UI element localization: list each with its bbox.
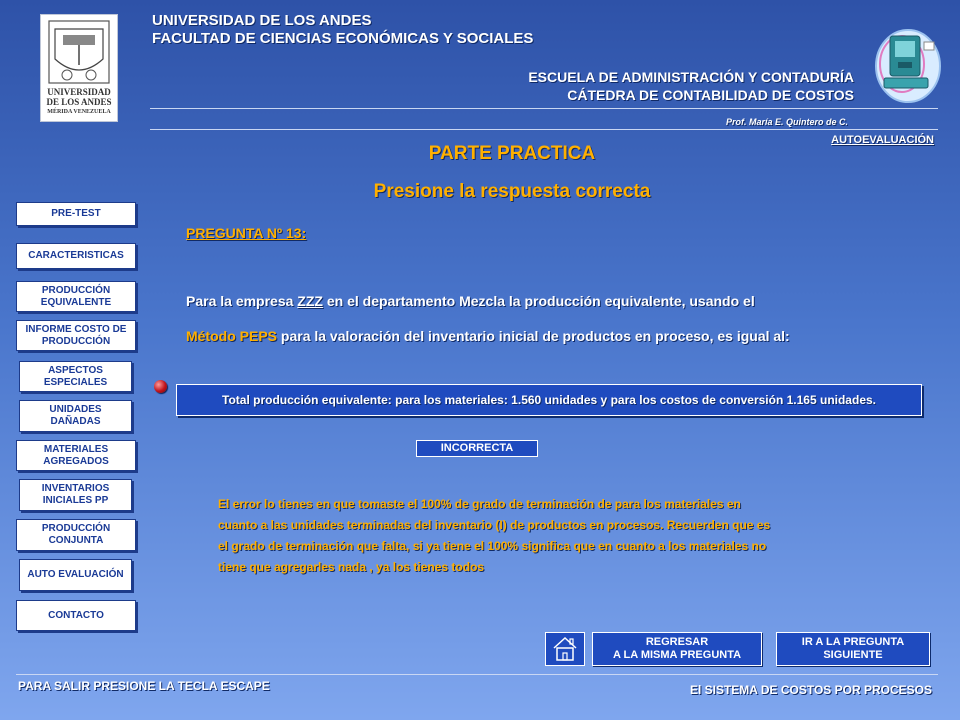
sidebar-item-unidades-danadas[interactable] — [19, 400, 132, 432]
faculty-name: FACULTAD DE CIENCIAS ECONÓMICAS Y SOCIALES — [152, 30, 534, 47]
page-title: PARTE PRACTICA — [428, 143, 596, 164]
question-text-part: Para la empresa — [186, 293, 298, 309]
school-name: ESCUELA DE ADMINISTRACIÓN Y CONTADURÍA — [528, 69, 854, 85]
feedback-text — [218, 494, 858, 578]
sidebar-item-produccion-conjunta[interactable] — [16, 519, 136, 551]
chair-name: CÁTEDRA DE CONTABILIDAD DE COSTOS — [567, 87, 854, 103]
feedback-line: El error lo tienes en que tomaste el 100% de grado de terminación de para los materiales en — [218, 497, 741, 511]
home-icon — [546, 633, 584, 665]
question-text-part: en el departamento Mezcla la producción equivalente, usando el — [322, 293, 755, 309]
home-button[interactable] — [545, 632, 585, 666]
feedback-line: el grado de terminación que falta, si ya tiene el 100% significa que en cuanto a los materiales no — [218, 539, 767, 553]
system-title: El SISTEMA DE COSTOS POR PROCESOS — [689, 683, 932, 697]
footer-divider — [16, 674, 938, 675]
question-text-part: para la valoración del inventario inicial de productos en proceso, es igual al: — [277, 328, 790, 344]
next-question-button[interactable] — [776, 632, 930, 666]
sidebar-item-produccion-equivalente[interactable] — [16, 281, 136, 312]
sidebar-item-label: AUTO EVALUACIÓN — [27, 569, 124, 580]
header-department — [528, 68, 854, 104]
question-text-line2 — [186, 328, 790, 344]
sidebar-item-caracteristicas[interactable] — [16, 243, 136, 269]
sidebar-item-pretest[interactable] — [16, 202, 136, 226]
next-button-label: IR A LA PREGUNTA SIGUIENTE — [801, 636, 905, 661]
computer-decoration-icon — [872, 22, 944, 106]
logo-text-line2: DE LOS ANDES — [46, 97, 112, 107]
professor-name: Prof. María E. Quintero de C. — [725, 117, 848, 127]
method-name: Método PEPS — [186, 328, 278, 344]
section-link-autoevaluacion[interactable]: AUTOEVALUACIÓN — [831, 134, 934, 146]
sidebar-item-materiales-agregados[interactable] — [16, 440, 136, 471]
sidebar-item-contacto[interactable] — [16, 600, 136, 631]
answer-text: Total producción equivalente: para los materiales: 1.560 unidades y para los costos de conversión 1.165 unidades. — [222, 393, 876, 407]
sidebar-item-label: UNIDADES DAÑADAS — [49, 404, 102, 427]
sidebar-item-aspectos-especiales[interactable] — [19, 361, 132, 392]
back-button-label: REGRESAR A LA MISMA PREGUNTA — [612, 636, 742, 661]
feedback-line: cuanto a las unidades terminadas del inventario (I) de productos en procesos. Recuerden que es — [218, 518, 771, 532]
question-text-line1 — [186, 293, 755, 309]
feedback-line: tiene que agregarles nada , ya los tienes todos — [218, 560, 485, 574]
sidebar-item-informe-costo[interactable] — [16, 320, 136, 351]
sidebar-item-label: MATERIALES AGREGADOS — [43, 443, 109, 467]
result-badge: INCORRECTA — [416, 440, 538, 457]
header-divider-top — [150, 108, 938, 109]
sidebar-item-inventarios-iniciales[interactable] — [19, 479, 132, 511]
header-divider-bottom — [150, 129, 938, 130]
header-institution — [152, 12, 533, 48]
back-to-question-button[interactable] — [592, 632, 762, 666]
sidebar-item-label: INFORME COSTO DE PRODUCCIÓN — [25, 323, 127, 347]
sidebar-item-label: ASPECTOS ESPECIALES — [43, 364, 108, 388]
logo-text-line3: MÉRIDA VENEZUELA — [47, 109, 111, 115]
university-name: UNIVERSIDAD DE LOS ANDES — [152, 12, 372, 29]
sidebar-item-auto-evaluacion[interactable] — [19, 559, 132, 591]
sidebar-item-label: INVENTARIOS INICIALES PP — [41, 483, 110, 506]
sidebar-item-label: CONTACTO — [48, 609, 104, 621]
sidebar-item-label: PRODUCCIÓN CONJUNTA — [41, 523, 111, 546]
sidebar-item-label: PRODUCCIÓN EQUIVALENTE — [40, 284, 112, 308]
exit-instruction: PARA SALIR PRESIONE LA TECLA ESCAPE — [18, 679, 270, 693]
instruction-title: Presione la respuesta correcta — [373, 181, 651, 202]
company-name: ZZZ — [297, 293, 323, 309]
sidebar-item-label: PRE-TEST — [51, 208, 101, 219]
logo-text-line1: UNIVERSIDAD — [47, 87, 111, 97]
answer-option[interactable] — [176, 384, 922, 416]
university-logo — [40, 14, 118, 122]
sidebar-item-label: CARACTERISTICAS — [28, 250, 124, 261]
answer-bullet-icon — [154, 380, 167, 393]
question-number: PREGUNTA Nº 13: — [186, 225, 307, 241]
